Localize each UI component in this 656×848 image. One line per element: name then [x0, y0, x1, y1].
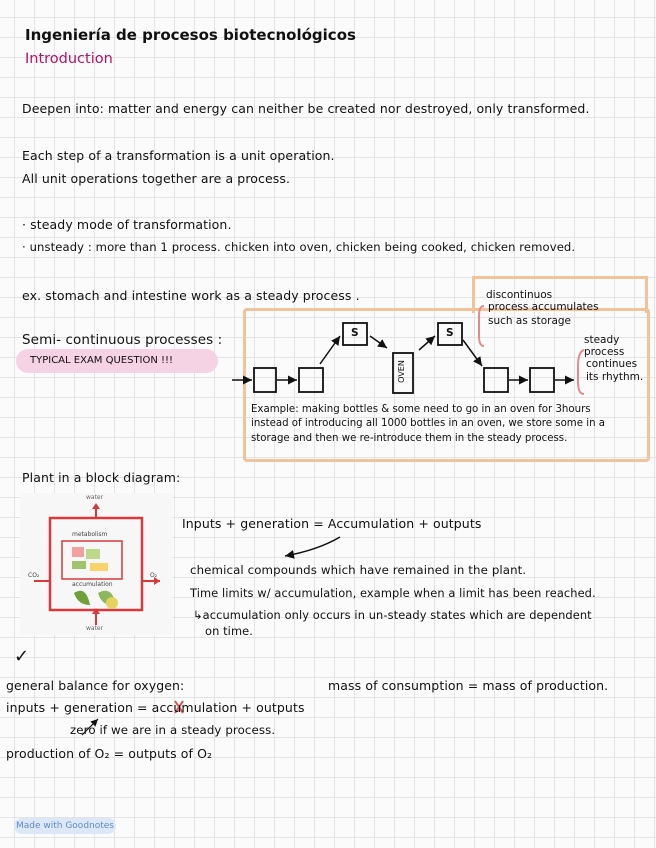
accumulation-pointer-arrow	[285, 537, 340, 556]
steady-note-3: continues	[586, 358, 638, 370]
discontinuous-note-3: such as storage	[488, 315, 572, 327]
plant-note-3: ↳accumulation only occurs in un-steady states which are dependent	[193, 608, 592, 622]
process-line: All unit operations together are a process.	[22, 171, 291, 186]
mass-balance-line: mass of consumption = mass of production.	[328, 678, 609, 693]
steady-note-1: steady	[584, 334, 620, 346]
steady-bracket	[578, 350, 584, 394]
unit-box-4	[530, 368, 554, 392]
bottles-example-1: Example: making bottles & some need to go in an oven for 3hours	[251, 404, 591, 415]
steady-note-2: process	[584, 346, 625, 358]
page-subtitle: Introduction	[25, 51, 113, 67]
check-mark: ✓	[14, 646, 30, 667]
figure-co2: CO₂	[28, 572, 40, 579]
plant-heading: Plant in a block diagram:	[22, 470, 181, 485]
arrow-to-oven	[370, 336, 387, 348]
storage-label-2: S	[446, 327, 454, 339]
oven-label: OVEN	[396, 360, 406, 383]
oxygen-equation	[6, 700, 305, 715]
bottles-example-3: storage and then we re-introduce them in the steady process.	[251, 433, 568, 444]
unit-box-2	[299, 368, 323, 392]
arrow-from-storage	[463, 340, 482, 366]
figure-metabolism: metabolism	[72, 531, 108, 538]
figure-o2: O₂	[150, 572, 158, 579]
page-title: Ingeniería de procesos biotecnológicos	[25, 26, 356, 44]
arrow-to-storage-2	[419, 336, 435, 350]
arrow-to-storage-1	[320, 336, 340, 364]
production-line: production of O₂ = outputs of O₂	[6, 746, 213, 761]
plant-note-2: Time limits w/ accumulation, example when a limit has been reached.	[190, 586, 596, 600]
plant-figure-drawing	[20, 493, 172, 635]
goodnotes-badge: Made with Goodnotes	[14, 818, 116, 834]
discontinuous-bracket	[479, 306, 484, 346]
unit-box-3	[484, 368, 508, 392]
oxygen-heading: general balance for oxygen:	[6, 678, 185, 693]
oxygen-equation-crossed: u	[193, 700, 202, 715]
plant-note-4: on time.	[205, 624, 253, 638]
plant-block-diagram	[20, 493, 172, 635]
steady-mode-line: · steady mode of transformation.	[22, 217, 232, 232]
plant-equation: Inputs + generation = Accumulation + outputs	[182, 516, 482, 531]
oxygen-equation-b: lation + outputs	[201, 700, 305, 715]
unit-operation-line: Each step of a transformation is a unit operation.	[22, 148, 335, 163]
figure-water-top: water	[86, 494, 104, 501]
discontinuous-note-1: discontinuos	[486, 289, 553, 301]
unsteady-mode-line: · unsteady : more than 1 process. chicken into oven, chicken being cooked, chicken removed.	[22, 240, 576, 254]
steady-note-4: its rhythm.	[586, 371, 644, 383]
zero-note: zero if we are in a steady process.	[70, 723, 276, 737]
figure-water-bottom: water	[86, 625, 104, 632]
oxygen-equation-a: inputs + generation = accum	[6, 700, 194, 715]
plant-note-1: chemical compounds which have remained in the plant.	[190, 563, 527, 577]
semi-continuous-heading: Semi- continuous processes :	[22, 332, 223, 348]
discontinuous-note-2: process accumulates	[488, 301, 599, 313]
storage-label-1: S	[351, 327, 359, 339]
unit-box-1	[254, 368, 276, 392]
figure-accumulation: accumulation	[72, 581, 113, 588]
exam-badge: TYPICAL EXAM QUESTION !!!	[30, 355, 174, 366]
deepen-line: Deepen into: matter and energy can neither be created nor destroyed, only transformed.	[22, 101, 590, 116]
stomach-example-line: ex. stomach and intestine work as a steady process .	[22, 288, 360, 303]
bottles-example-2: instead of introducing all 1000 bottles in an oven, we store some in a	[251, 418, 606, 429]
